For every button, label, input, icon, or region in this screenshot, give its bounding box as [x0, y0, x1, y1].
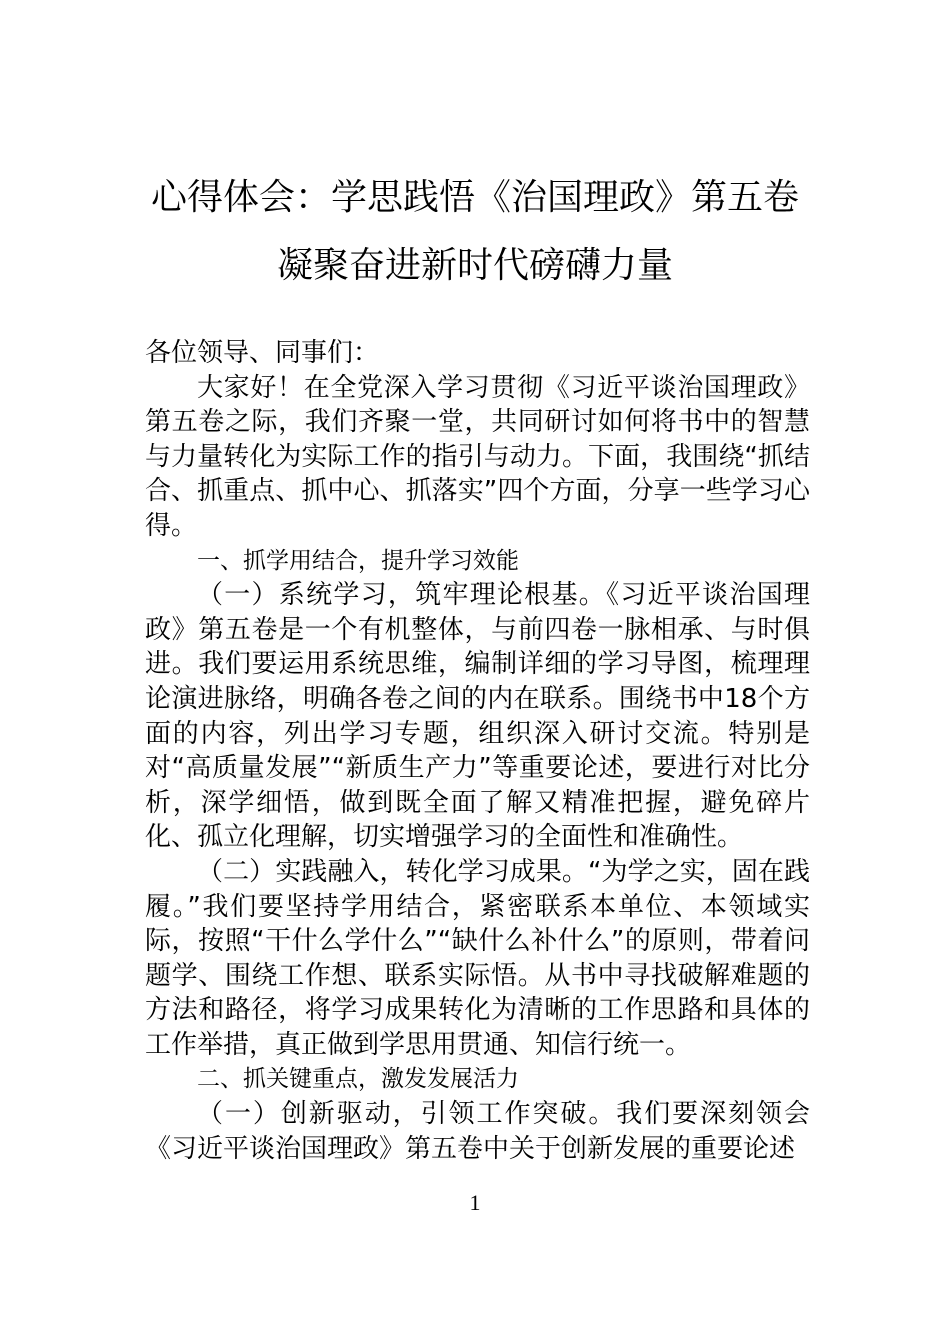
section-1-heading: 一、抓学用结合，提升学习效能 — [197, 547, 519, 574]
salutation: 各位领导、同事们： — [145, 338, 380, 368]
page-number: 1 — [469, 1190, 481, 1215]
section-2-paragraph-1: （一）创新驱动，引领工作突破。我们要深刻领会《习近平谈治国理政》第五卷中关于创新发展的重要论述 — [145, 1099, 810, 1164]
document-body — [145, 336, 810, 1166]
document-title-line-2: 凝聚奋进新时代磅礴力量 — [276, 245, 673, 286]
document-title-line-1: 心得体会：学思践悟《治国理政》第五卷 — [150, 177, 799, 218]
section-1-paragraph-2: （二）实践融入，转化学习成果。“为学之实，固在践履。”我们要坚持学用结合，紧密联系本单位、本领域实际，按照“干什么学什么”“缺什么补什么”的原则，带着问题学、围绕工作想、联系实际悟。从书中寻找破解难题的方法和路径，将学习成果转化为清晰的工作思路和具体的工作举措，真正做到学思用贯通、知信行统一。 — [145, 856, 810, 1060]
section-2-heading: 二、抓关键重点，激发发展活力 — [197, 1066, 519, 1093]
intro-paragraph: 大家好！在全党深入学习贯彻《习近平谈治国理政》第五卷之际，我们齐聚一堂，共同研讨如何将书中的智慧与力量转化为实际工作的指引与动力。下面，我围绕“抓结合、抓重点、抓中心、抓落实”四个方面，分享一些学习心得。 — [145, 372, 810, 541]
section-1-paragraph-1: （一）系统学习，筑牢理论根基。《习近平谈治国理政》第五卷是一个有机整体，与前四卷一脉相承、与时俱进。我们要运用系统思维，编制详细的学习导图，梳理理论演进脉络，明确各卷之间的内在联系。围绕书中18个方面的内容，列出学习专题，组织深入研讨交流。特别是对“高质量发展”“新质生产力”等重要论述，要进行对比分析，深学细悟，做到既全面了解又精准把握，避免碎片化、孤立化理解，切实增强学习的全面性和准确性。 — [145, 580, 810, 853]
